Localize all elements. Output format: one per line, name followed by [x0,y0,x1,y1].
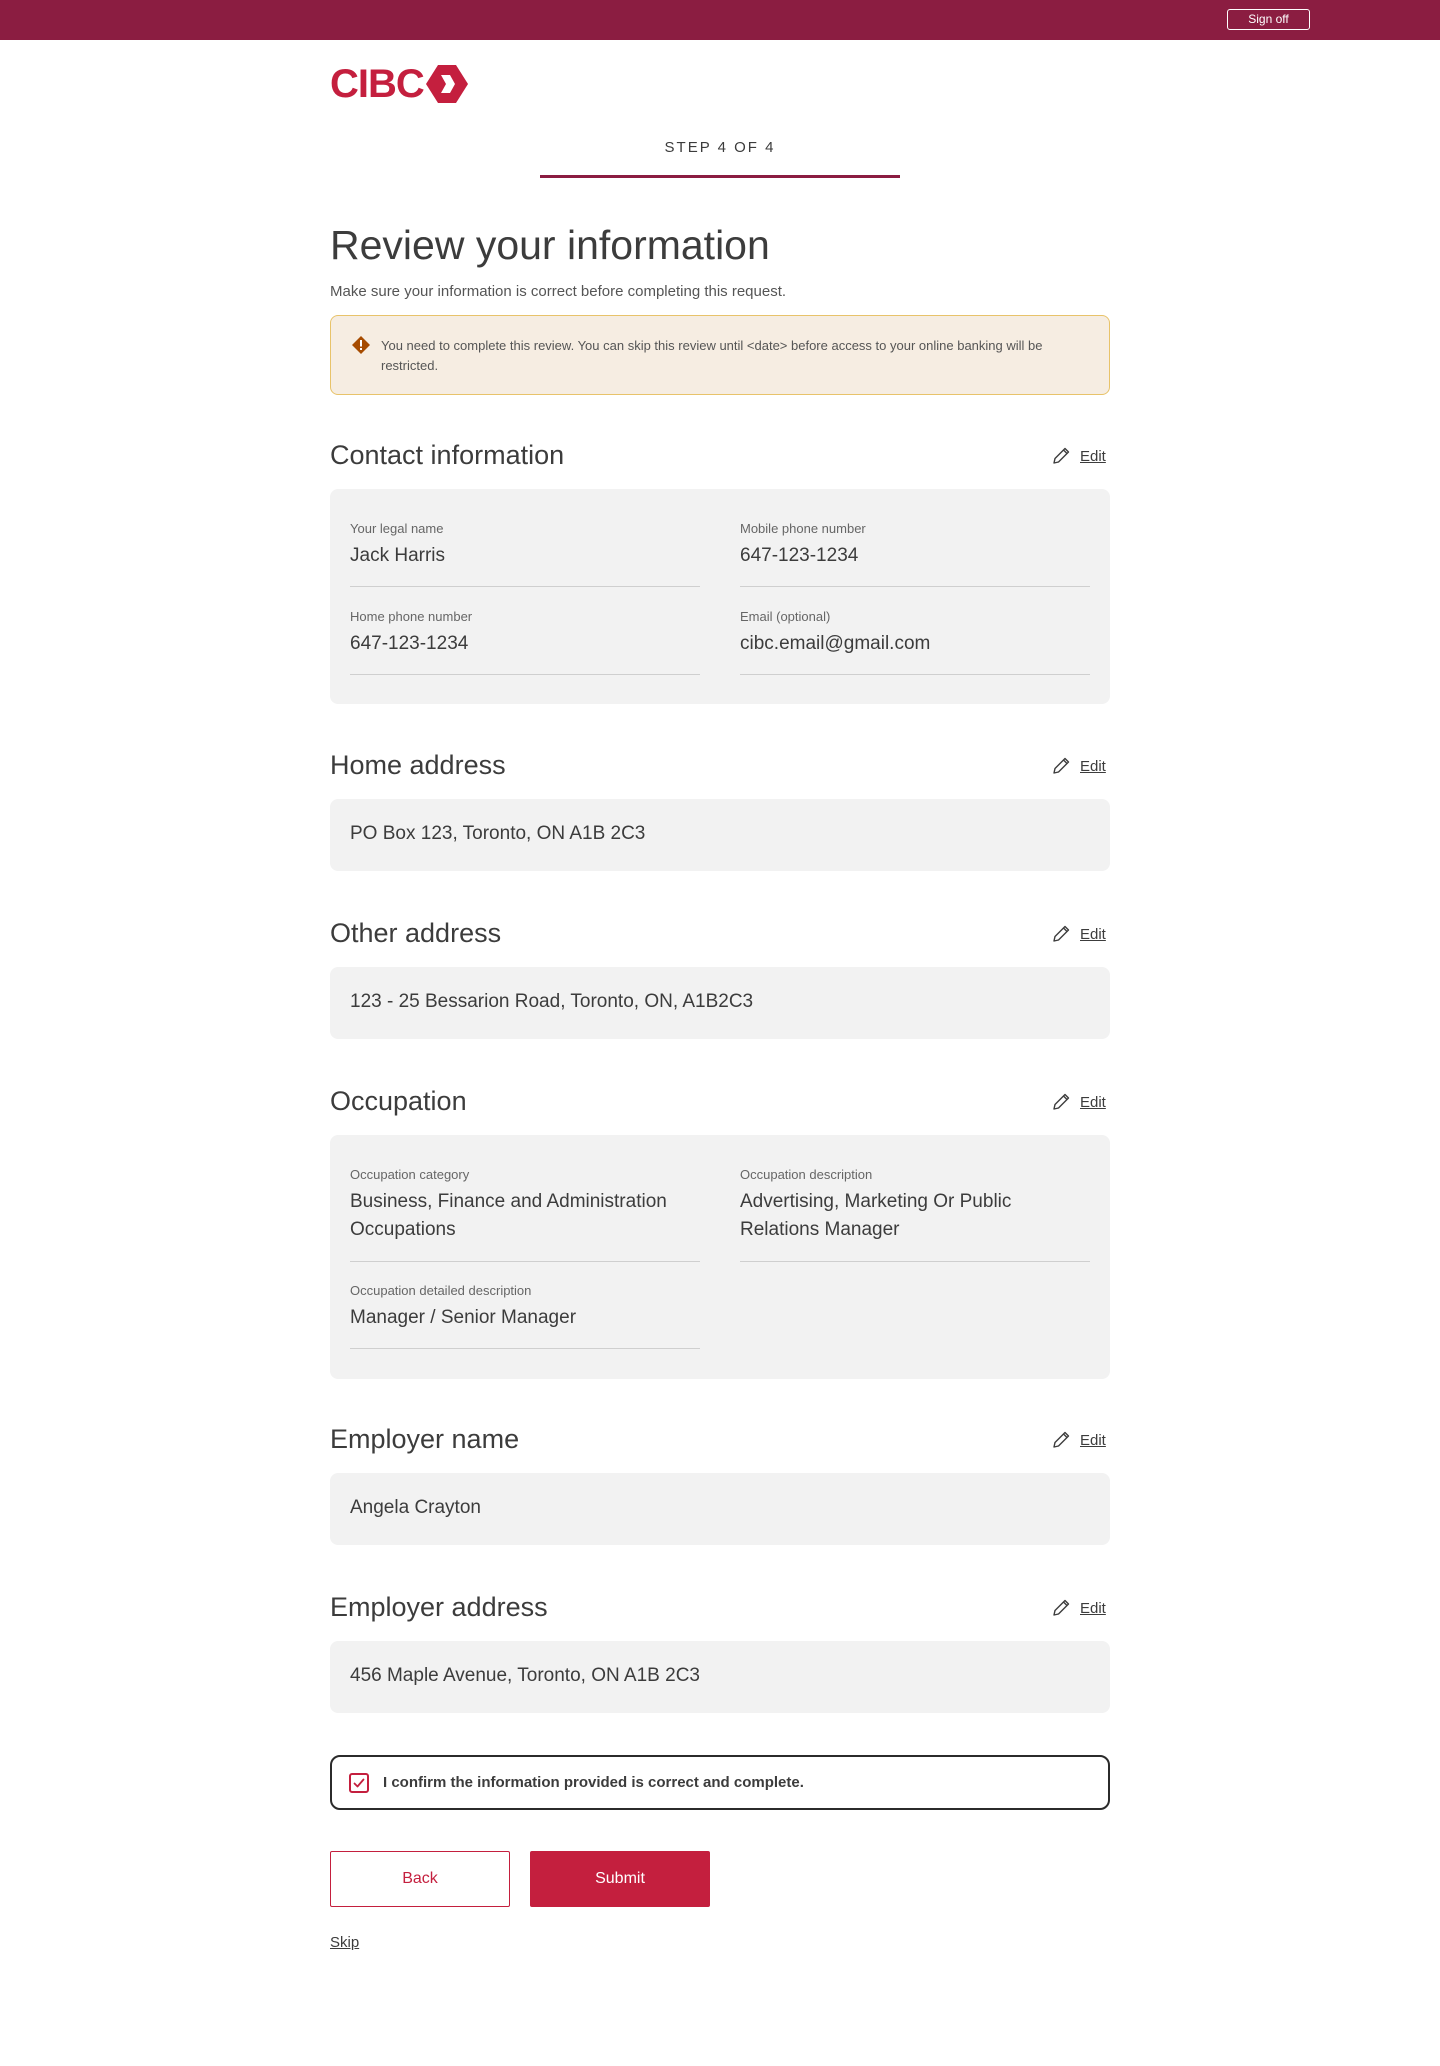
field-value: 647-123-1234 [350,633,469,654]
employer-name-card [330,1473,1110,1545]
field-value: Manager / Senior Manager [350,1307,577,1328]
pencil-icon [1050,923,1072,945]
warning-icon [352,336,370,354]
page-title: Review your information [330,222,770,268]
edit-label: Edit [1080,1599,1106,1617]
back-button[interactable]: Back [330,1851,510,1907]
field-label: Your legal name [350,521,444,536]
field-value: Advertising, Marketing Or Public Relations Manager [740,1191,1012,1240]
edit-other-address-button[interactable] [1050,923,1106,945]
pencil-icon [1050,1597,1072,1619]
sign-off-button[interactable]: Sign off [1227,9,1310,30]
employer-address-section-title: Employer address [330,1592,548,1622]
field-value: Jack Harris [350,545,446,566]
top-bar [0,0,1440,40]
field-label: Occupation detailed description [350,1283,532,1298]
employer-address-card [330,1641,1110,1713]
confirm-label: I confirm the information provided is correct and complete. [383,1774,804,1791]
edit-label: Edit [1080,925,1106,943]
edit-employer-address-button[interactable] [1050,1597,1106,1619]
other-address-section-title: Other address [330,918,502,948]
field-label: Home phone number [350,609,473,624]
edit-label: Edit [1080,447,1106,465]
occupation-description-field [740,1167,1090,1262]
home-address-card [330,799,1110,871]
field-value: Business, Finance and Administration Occupations [350,1191,667,1240]
step-progress-bar [540,175,900,178]
field-label: Occupation description [740,1167,873,1182]
other-address-card [330,967,1110,1039]
field-label: Email (optional) [740,609,831,624]
contact-card [330,489,1110,704]
edit-occupation-button[interactable] [1050,1091,1106,1113]
legal-name-field [350,521,700,587]
home-phone-field [350,609,700,675]
pencil-icon [1050,755,1072,777]
edit-employer-name-button[interactable] [1050,1429,1106,1451]
pencil-icon [1050,1091,1072,1113]
alert-text: You need to complete this review. You can skip this review until <date> before access to your online banking will be restricted. [381,338,1043,373]
occupation-detailed-field [350,1283,700,1349]
checkmark-icon [352,1776,366,1790]
employer-address-value: 456 Maple Avenue, Toronto, ON A1B 2C3 [350,1665,700,1686]
edit-label: Edit [1080,757,1106,775]
field-value: 647-123-1234 [740,545,859,566]
employer-name-section-title: Employer name [330,1424,520,1454]
pencil-icon [1050,1429,1072,1451]
confirm-checkbox[interactable] [349,1773,369,1793]
field-label: Mobile phone number [740,521,866,536]
step-indicator: STEP 4 OF 4 [664,139,776,156]
contact-section-title: Contact information [330,440,565,470]
submit-button[interactable]: Submit [530,1851,710,1907]
other-address-value: 123 - 25 Bessarion Road, Toronto, ON, A1B2C3 [350,991,754,1012]
page-subtitle: Make sure your information is correct before completing this request. [330,283,787,300]
employer-name-value: Angela Crayton [350,1497,481,1518]
mobile-phone-field [740,521,1090,587]
edit-home-address-button[interactable] [1050,755,1106,777]
confirm-box[interactable] [330,1755,1110,1810]
review-alert [330,315,1110,395]
home-address-value: PO Box 123, Toronto, ON A1B 2C3 [350,823,646,844]
home-address-section-title: Home address [330,750,506,780]
occupation-card [330,1135,1110,1379]
edit-label: Edit [1080,1093,1106,1111]
cibc-diamond-icon [426,65,468,103]
field-label: Occupation category [350,1167,470,1182]
skip-link[interactable]: Skip [330,1934,360,1951]
email-field [740,609,1090,675]
edit-label: Edit [1080,1431,1106,1449]
pencil-icon [1050,445,1072,467]
cibc-logo[interactable] [330,64,468,104]
occupation-category-field [350,1167,700,1262]
field-value: cibc.email@gmail.com [740,633,931,654]
edit-contact-button[interactable] [1050,445,1106,467]
logo-text: CIBC [330,62,424,106]
occupation-section-title: Occupation [330,1086,467,1116]
